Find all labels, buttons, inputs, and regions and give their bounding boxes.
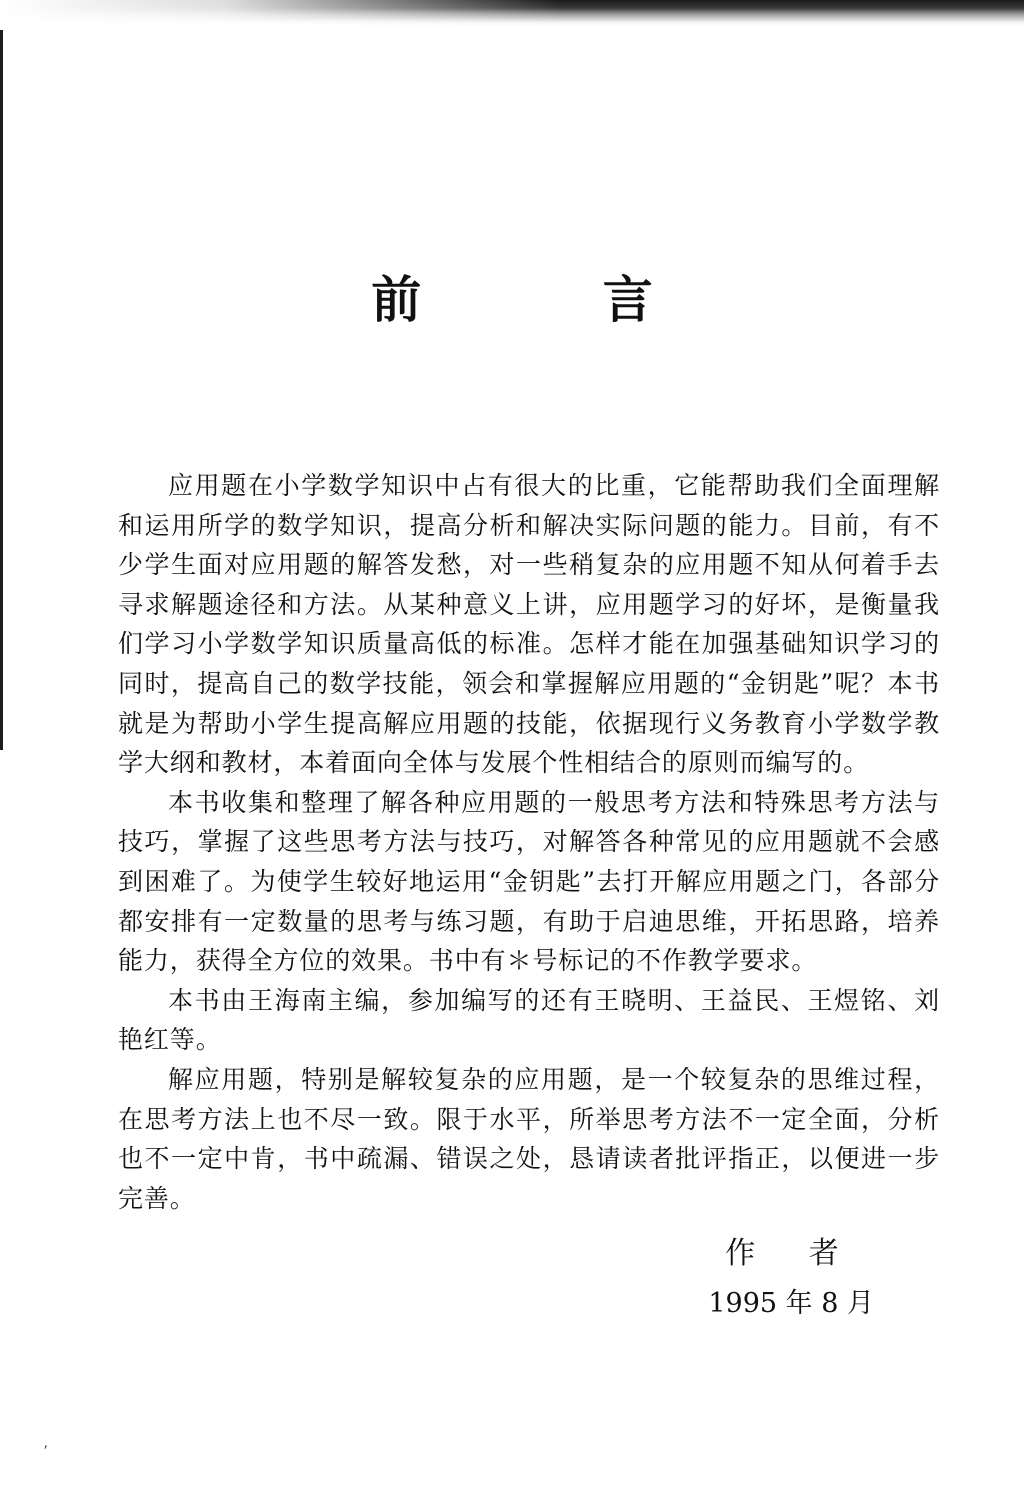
signature-block: [674, 1234, 874, 1324]
scan-left-edge-line: [0, 30, 3, 750]
preface-body: [118, 466, 940, 1218]
page-title: 前 言: [371, 270, 735, 329]
author-label: 作 者: [725, 1236, 861, 1271]
paragraph-3: 本书由王海南主编，参加编写的还有王晓明、王益民、王煜铭、刘艳红等。: [118, 985, 940, 1055]
scan-speck-mark: ⸴: [44, 1437, 48, 1453]
paragraph-2: 本书收集和整理了解各种应用题的一般思考方法和特殊思考方法与技巧，掌握了这些思考方法与技巧，对解答各种常见的应用题就不会感到困难了。为使学生较好地运用“金钥匙”去打开解应用题之门，各部分都安排有一定数量的思考与练习题，有助于启迪思维，开拓思路，培养能力，获得全方位的效果。书中有＊号标记的不作教学要求。: [118, 787, 940, 976]
scan-top-fade: [0, 0, 560, 30]
date-label: 1995 年 8 月: [708, 1288, 874, 1319]
paragraph-1: 应用题在小学数学知识中占有很大的比重，它能帮助我们全面理解和运用所学的数学知识，提高分析和解决实际问题的能力。目前，有不少学生面对应用题的解答发愁，对一些稍复杂的应用题不知从何着手去寻求解题途径和方法。从某种意义上讲，应用题学习的好坏，是衡量我们学习小学数学知识质量高低的标准。怎样才能在加强基础知识学习的同时，提高自己的数学技能，领会和掌握解应用题的“金钥匙”呢？本书就是为帮助小学生提高解应用题的技能，依据现行义务教育小学数学教学大纲和教材，本着面向全体与发展个性相结合的原则而编写的。: [118, 471, 940, 778]
paragraph-4: 解应用题，特别是解较复杂的应用题，是一个较复杂的思维过程，在思考方法上也不尽一致。限于水平，所举思考方法不一定全面，分析也不一定中肯，书中疏漏、错误之处，恳请读者批评指正，以便进一步完善。: [118, 1064, 940, 1213]
